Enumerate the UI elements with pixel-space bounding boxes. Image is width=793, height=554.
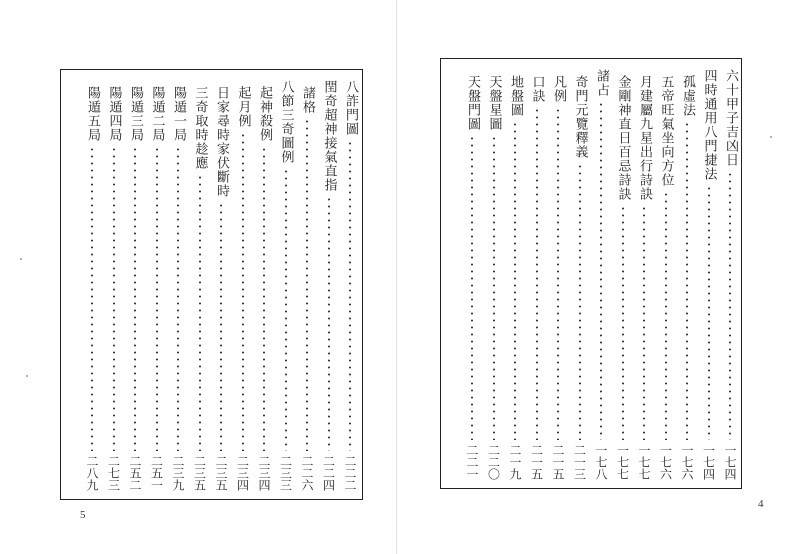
toc-entry-page: 二二六 — [300, 455, 314, 491]
toc-entry-title: 天盤星圖 — [486, 75, 502, 131]
toc-dot-leader — [493, 135, 495, 440]
toc-entry — [549, 69, 567, 480]
toc-entry-page: 一七六 — [658, 444, 673, 480]
toc-entry — [255, 80, 273, 491]
toc-entry-title: 四時通用八門捷法 — [701, 69, 717, 181]
toc-entry-page: 二二二 — [343, 455, 357, 491]
toc-entry-title: 諸格 — [300, 86, 315, 114]
toc-entry — [635, 69, 653, 480]
toc-entry — [700, 69, 718, 480]
toc-entry — [83, 80, 101, 491]
toc-entry-page: 一七七 — [637, 444, 651, 480]
toc-entry-title: 陽遁四局 — [106, 86, 122, 142]
toc-entry — [277, 80, 295, 491]
toc-entry-page: 二一九 — [508, 444, 522, 480]
toc-entry-page: 二一五 — [551, 444, 565, 480]
toc-entry-page: 二二〇 — [486, 444, 501, 480]
toc-dot-leader — [91, 146, 93, 451]
toc-dot-leader — [306, 118, 308, 451]
left-page-number: 5 — [80, 509, 86, 521]
toc-entry-title: 陽遁二局 — [149, 86, 165, 142]
toc-entry — [463, 69, 481, 480]
toc-entry — [148, 80, 166, 491]
toc-entry-title: 起月例 — [235, 86, 251, 128]
toc-dot-leader — [328, 196, 330, 451]
toc-entry — [657, 69, 675, 480]
toc-entry — [341, 80, 359, 491]
toc-entry-title: 月建屬九星出行詩訣 — [637, 75, 652, 201]
toc-dot-leader — [600, 101, 602, 440]
toc-entry-title: 八詐門圖 — [343, 80, 358, 136]
toc-entry-title: 陽遁一局 — [171, 86, 186, 142]
toc-entry — [234, 80, 252, 491]
right-page — [396, 0, 793, 554]
toc-entry-title: 八節三奇圖例 — [278, 80, 294, 164]
toc-entry-page: 一七八 — [594, 444, 608, 480]
toc-entry-page: 一七六 — [680, 444, 694, 480]
toc-entry-title: 地盤圖 — [508, 75, 523, 117]
toc-entry-page: 二五二 — [128, 455, 142, 491]
toc-entry-page: 一七七 — [615, 444, 630, 480]
toc-entry-title: 三奇取時趁應 — [192, 86, 208, 170]
toc-entry-page: 二二一 — [465, 444, 479, 480]
toc-entry-page: 二三五 — [192, 455, 207, 491]
toc-dot-leader — [686, 121, 688, 440]
left-toc-frame — [60, 69, 363, 500]
toc-entry-page: 二三三 — [278, 455, 293, 491]
toc-dot-leader — [113, 146, 115, 451]
toc-entry-page: 二八九 — [85, 455, 99, 491]
toc-entry-page: 二一五 — [529, 444, 544, 480]
toc-entry — [105, 80, 123, 491]
toc-entry-title: 起神殺例 — [257, 86, 272, 142]
toc-dot-leader — [134, 146, 136, 451]
toc-entry — [320, 80, 338, 491]
toc-entry-title: 日家尋時家伏斷時 — [214, 86, 229, 198]
toc-entry-page: 一七四 — [723, 444, 737, 480]
toc-dot-leader — [665, 191, 667, 440]
toc-entry — [485, 69, 503, 480]
toc-entry-title: 陽遁三局 — [128, 86, 143, 142]
toc-entry — [126, 80, 144, 491]
toc-entry-title: 閏奇超神接氣直指 — [321, 80, 337, 192]
toc-entry-page: 二二四 — [321, 455, 336, 491]
scan-speck — [26, 375, 28, 377]
toc-dot-leader — [177, 146, 179, 451]
toc-entry-page: 二三九 — [171, 455, 185, 491]
toc-entry-title: 凡例 — [551, 75, 566, 103]
toc-entry — [571, 69, 589, 480]
toc-entry-title: 奇門元覽釋義 — [572, 75, 588, 159]
toc-entry — [678, 69, 696, 480]
scan-speck — [770, 136, 772, 138]
toc-entry — [528, 69, 546, 480]
toc-entry-title: 陽遁五局 — [85, 86, 100, 142]
toc-entry-page: 二七三 — [106, 455, 121, 491]
toc-entry-title: 天盤門圖 — [465, 75, 480, 131]
toc-dot-leader — [242, 132, 244, 451]
toc-entry-title: 孤虛法 — [680, 75, 695, 117]
toc-entry — [212, 80, 230, 491]
toc-entry-page: 二三五 — [214, 455, 228, 491]
toc-entry-page: 一七四 — [701, 444, 716, 480]
right-toc-frame — [440, 58, 742, 489]
toc-entry-page: 二五一 — [149, 455, 164, 491]
toc-dot-leader — [708, 185, 710, 440]
toc-dot-leader — [199, 174, 201, 451]
toc-dot-leader — [579, 163, 581, 440]
toc-entry-page: 二一三 — [572, 444, 587, 480]
toc-dot-leader — [536, 107, 538, 440]
toc-entry — [191, 80, 209, 491]
toc-dot-leader — [622, 205, 624, 440]
toc-dot-leader — [285, 168, 287, 451]
toc-dot-leader — [263, 146, 265, 451]
toc-dot-leader — [349, 140, 351, 451]
toc-entry — [614, 69, 632, 480]
toc-dot-leader — [557, 107, 559, 440]
toc-entry — [506, 69, 524, 480]
toc-entry — [169, 80, 187, 491]
toc-entry-title: 諸占 — [594, 69, 609, 97]
toc-entry — [592, 69, 610, 480]
toc-dot-leader — [471, 135, 473, 440]
left-page — [0, 0, 396, 554]
toc-dot-leader — [643, 205, 645, 440]
toc-dot-leader — [220, 202, 222, 451]
toc-entry-title: 口訣 — [529, 75, 545, 103]
toc-entry — [721, 69, 739, 480]
scan-speck — [20, 258, 22, 260]
toc-dot-leader — [156, 146, 158, 451]
toc-entry-page: 二三四 — [257, 455, 271, 491]
toc-entry — [298, 80, 316, 491]
right-page-number: 4 — [758, 498, 764, 510]
toc-entry-title: 金剛神直日百忌詩訣 — [615, 75, 631, 201]
toc-entry-title: 五帝旺氣坐向方位 — [658, 75, 674, 187]
toc-entry-page: 二三四 — [235, 455, 250, 491]
toc-dot-leader — [514, 121, 516, 440]
toc-entry-title: 六十甲子吉凶日 — [723, 69, 738, 167]
toc-dot-leader — [729, 171, 731, 440]
